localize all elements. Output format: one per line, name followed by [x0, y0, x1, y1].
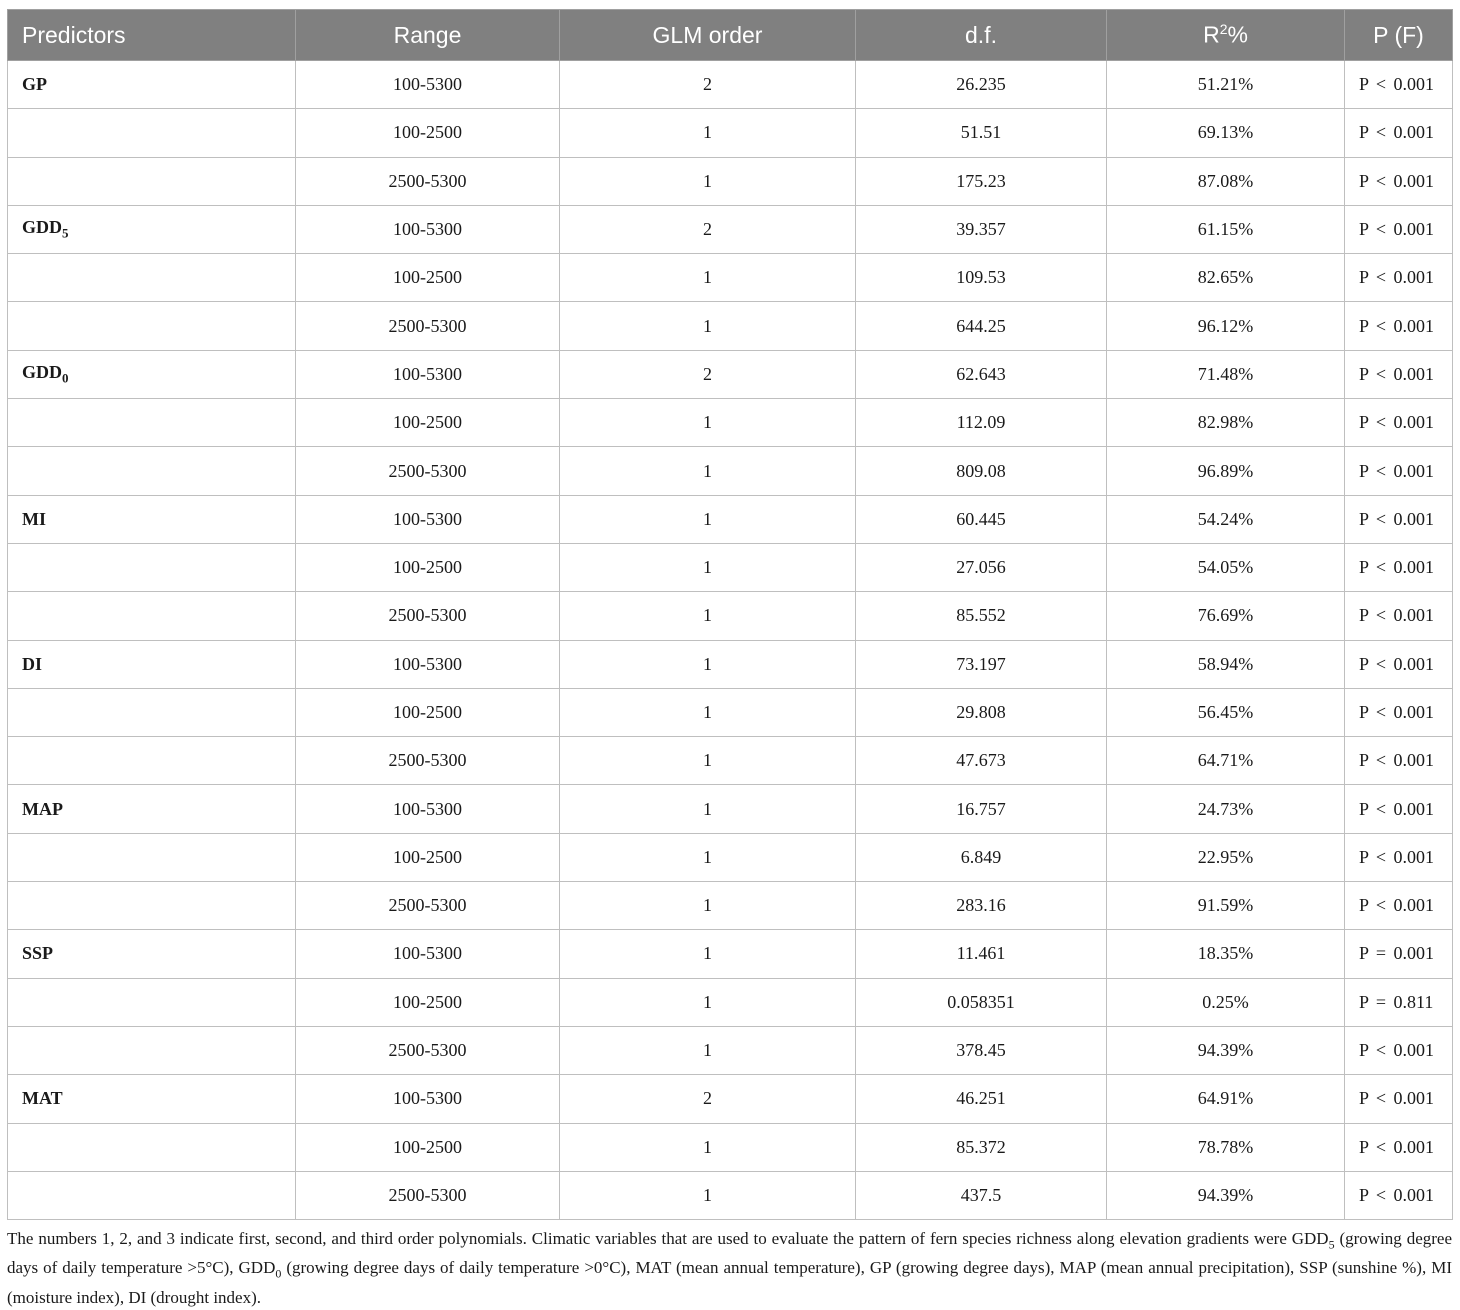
glm-order-cell: 2 [560, 61, 856, 109]
glm-order-cell: 1 [560, 399, 856, 447]
predictor-name: MI [22, 508, 46, 529]
range-cell: 100-2500 [296, 109, 560, 157]
df-cell: 11.461 [856, 930, 1107, 978]
predictor-cell [8, 1075, 296, 1123]
df-cell: 73.197 [856, 640, 1107, 688]
df-cell: 60.445 [856, 495, 1107, 543]
glm-order-cell: 1 [560, 109, 856, 157]
range-cell: 2500-5300 [296, 447, 560, 495]
p-value-cell: P < 0.001 [1345, 61, 1453, 109]
glm-order-cell: 1 [560, 495, 856, 543]
r2-cell: 69.13% [1107, 109, 1345, 157]
footnote-sub1: 5 [1328, 1237, 1335, 1252]
p-value-cell: P < 0.001 [1345, 495, 1453, 543]
table-row [8, 737, 1453, 785]
range-cell: 100-5300 [296, 495, 560, 543]
r2-cell: 71.48% [1107, 350, 1345, 398]
table-row [8, 882, 1453, 930]
header-glm-order: GLM order [560, 10, 856, 61]
table-body [8, 61, 1453, 1220]
df-cell: 809.08 [856, 447, 1107, 495]
table-row [8, 350, 1453, 398]
header-row [8, 10, 1453, 61]
p-value-cell: P = 0.811 [1345, 978, 1453, 1026]
predictor-cell [8, 447, 296, 495]
r2-cell: 22.95% [1107, 833, 1345, 881]
glm-order-cell: 1 [560, 640, 856, 688]
glm-order-cell: 1 [560, 785, 856, 833]
df-cell: 6.849 [856, 833, 1107, 881]
r2-cell: 56.45% [1107, 688, 1345, 736]
df-cell: 85.372 [856, 1123, 1107, 1171]
r2-cell: 96.12% [1107, 302, 1345, 350]
table-row [8, 1171, 1453, 1219]
p-value-cell: P < 0.001 [1345, 543, 1453, 591]
range-cell: 2500-5300 [296, 302, 560, 350]
table-row [8, 399, 1453, 447]
range-cell: 2500-5300 [296, 1171, 560, 1219]
predictor-cell [8, 1123, 296, 1171]
predictor-cell [8, 109, 296, 157]
table-row [8, 930, 1453, 978]
glm-order-cell: 1 [560, 592, 856, 640]
r2-cell: 87.08% [1107, 157, 1345, 205]
header-predictors: Predictors [8, 10, 296, 61]
range-cell: 100-2500 [296, 543, 560, 591]
predictor-cell [8, 350, 296, 398]
table-row [8, 157, 1453, 205]
df-cell: 437.5 [856, 1171, 1107, 1219]
r2-cell: 82.65% [1107, 254, 1345, 302]
p-value-cell: P < 0.001 [1345, 833, 1453, 881]
predictor-name: GDD [22, 362, 62, 383]
predictor-cell [8, 254, 296, 302]
glm-order-cell: 2 [560, 1075, 856, 1123]
glm-order-cell: 1 [560, 302, 856, 350]
p-value-cell: P < 0.001 [1345, 737, 1453, 785]
p-value-cell: P < 0.001 [1345, 350, 1453, 398]
predictor-cell [8, 302, 296, 350]
range-cell: 100-2500 [296, 254, 560, 302]
p-value-cell: P < 0.001 [1345, 1123, 1453, 1171]
table-row [8, 495, 1453, 543]
df-cell: 0.058351 [856, 978, 1107, 1026]
df-cell: 26.235 [856, 61, 1107, 109]
footnote-sub2: 0 [275, 1266, 282, 1281]
predictor-cell [8, 205, 296, 253]
glm-order-cell: 1 [560, 447, 856, 495]
r2-cell: 58.94% [1107, 640, 1345, 688]
footnote-part2: (growing degree days of daily temperature >5°C), GDD [7, 1229, 1452, 1278]
df-cell: 47.673 [856, 737, 1107, 785]
glm-order-cell: 1 [560, 254, 856, 302]
df-cell: 46.251 [856, 1075, 1107, 1123]
range-cell: 100-5300 [296, 640, 560, 688]
p-value-cell: P < 0.001 [1345, 1026, 1453, 1074]
range-cell: 100-5300 [296, 785, 560, 833]
p-value-cell: P < 0.001 [1345, 157, 1453, 205]
results-table [7, 9, 1453, 1220]
r2-cell: 76.69% [1107, 592, 1345, 640]
r2-cell: 94.39% [1107, 1026, 1345, 1074]
df-cell: 112.09 [856, 399, 1107, 447]
p-value-cell: P < 0.001 [1345, 254, 1453, 302]
p-value-cell: P < 0.001 [1345, 1075, 1453, 1123]
range-cell: 100-2500 [296, 1123, 560, 1171]
glm-order-cell: 1 [560, 833, 856, 881]
table-row [8, 592, 1453, 640]
predictor-subscript: 0 [62, 370, 69, 386]
p-value-cell: P < 0.001 [1345, 302, 1453, 350]
range-cell: 100-5300 [296, 930, 560, 978]
predictor-cell [8, 930, 296, 978]
df-cell: 62.643 [856, 350, 1107, 398]
table-row [8, 1075, 1453, 1123]
table-row [8, 640, 1453, 688]
df-cell: 85.552 [856, 592, 1107, 640]
range-cell: 100-5300 [296, 205, 560, 253]
glm-order-cell: 1 [560, 688, 856, 736]
predictor-cell [8, 543, 296, 591]
p-value-cell: P < 0.001 [1345, 399, 1453, 447]
glm-order-cell: 1 [560, 1171, 856, 1219]
range-cell: 100-2500 [296, 399, 560, 447]
r2-cell: 78.78% [1107, 1123, 1345, 1171]
header-df: d.f. [856, 10, 1107, 61]
table-row [8, 833, 1453, 881]
range-cell: 2500-5300 [296, 882, 560, 930]
glm-order-cell: 1 [560, 737, 856, 785]
predictor-subscript: 5 [62, 225, 69, 241]
r2-cell: 51.21% [1107, 61, 1345, 109]
df-cell: 109.53 [856, 254, 1107, 302]
predictor-cell [8, 1026, 296, 1074]
r2-cell: 18.35% [1107, 930, 1345, 978]
glm-order-cell: 1 [560, 930, 856, 978]
table-container [7, 9, 1452, 1220]
table-row [8, 447, 1453, 495]
range-cell: 100-5300 [296, 1075, 560, 1123]
p-value-cell: P < 0.001 [1345, 785, 1453, 833]
table-row [8, 205, 1453, 253]
predictor-name: MAT [22, 1088, 63, 1109]
df-cell: 175.23 [856, 157, 1107, 205]
table-row [8, 61, 1453, 109]
predictor-cell [8, 1171, 296, 1219]
df-cell: 29.808 [856, 688, 1107, 736]
header-range: Range [296, 10, 560, 61]
p-value-cell: P = 0.001 [1345, 930, 1453, 978]
predictor-name: GDD [22, 217, 62, 238]
r2-cell: 54.05% [1107, 543, 1345, 591]
p-value-cell: P < 0.001 [1345, 109, 1453, 157]
range-cell: 2500-5300 [296, 157, 560, 205]
range-cell: 100-2500 [296, 688, 560, 736]
range-cell: 100-5300 [296, 61, 560, 109]
df-cell: 51.51 [856, 109, 1107, 157]
r2-cell: 96.89% [1107, 447, 1345, 495]
table-row [8, 254, 1453, 302]
glm-order-cell: 1 [560, 157, 856, 205]
predictor-cell [8, 592, 296, 640]
predictor-cell [8, 157, 296, 205]
range-cell: 2500-5300 [296, 737, 560, 785]
glm-order-cell: 2 [560, 350, 856, 398]
df-cell: 283.16 [856, 882, 1107, 930]
df-cell: 644.25 [856, 302, 1107, 350]
predictor-cell [8, 785, 296, 833]
df-cell: 39.357 [856, 205, 1107, 253]
table-row [8, 1123, 1453, 1171]
header-r2-sup: 2 [1219, 21, 1228, 38]
footnote-part1: The numbers 1, 2, and 3 indicate first, second, and third order polynomials. Climatic variables that are used to evaluate the pattern of fern species richness along elevation gradients were GDD [7, 1229, 1329, 1248]
range-cell: 100-2500 [296, 978, 560, 1026]
table-row [8, 1026, 1453, 1074]
r2-cell: 54.24% [1107, 495, 1345, 543]
predictor-cell [8, 688, 296, 736]
predictor-cell [8, 61, 296, 109]
predictor-cell [8, 495, 296, 543]
glm-order-cell: 1 [560, 978, 856, 1026]
footnote-part3: (growing degree days of daily temperature >0°C), MAT (mean annual temperature), GP (growing degree days), MAP (mean annual precipitation), SSP (sunshine %), MI (moisture index), DI (drought index). [7, 1258, 1452, 1307]
table-row [8, 543, 1453, 591]
df-cell: 16.757 [856, 785, 1107, 833]
table-row [8, 688, 1453, 736]
range-cell: 100-2500 [296, 833, 560, 881]
predictor-cell [8, 833, 296, 881]
range-cell: 2500-5300 [296, 592, 560, 640]
table-row [8, 785, 1453, 833]
p-value-cell: P < 0.001 [1345, 447, 1453, 495]
r2-cell: 94.39% [1107, 1171, 1345, 1219]
header-r2 [1107, 10, 1345, 61]
glm-order-cell: 1 [560, 543, 856, 591]
predictor-name: DI [22, 653, 43, 674]
p-value-cell: P < 0.001 [1345, 688, 1453, 736]
p-value-cell: P < 0.001 [1345, 882, 1453, 930]
table-row [8, 978, 1453, 1026]
r2-cell: 61.15% [1107, 205, 1345, 253]
r2-cell: 91.59% [1107, 882, 1345, 930]
range-cell: 2500-5300 [296, 1026, 560, 1074]
df-cell: 378.45 [856, 1026, 1107, 1074]
range-cell: 100-5300 [296, 350, 560, 398]
predictor-name: MAP [22, 798, 63, 819]
r2-cell: 0.25% [1107, 978, 1345, 1026]
predictor-cell [8, 737, 296, 785]
header-r2-suffix: % [1227, 21, 1248, 48]
table-row [8, 302, 1453, 350]
p-value-cell: P < 0.001 [1345, 1171, 1453, 1219]
predictor-cell [8, 882, 296, 930]
glm-order-cell: 2 [560, 205, 856, 253]
p-value-cell: P < 0.001 [1345, 640, 1453, 688]
header-r2-base: R [1203, 21, 1220, 48]
predictor-cell [8, 399, 296, 447]
table-footnote [7, 1227, 1452, 1310]
header-pf: P (F) [1345, 10, 1453, 61]
r2-cell: 64.91% [1107, 1075, 1345, 1123]
r2-cell: 64.71% [1107, 737, 1345, 785]
glm-order-cell: 1 [560, 882, 856, 930]
glm-order-cell: 1 [560, 1123, 856, 1171]
predictor-name: SSP [22, 943, 54, 964]
glm-order-cell: 1 [560, 1026, 856, 1074]
p-value-cell: P < 0.001 [1345, 592, 1453, 640]
table-row [8, 109, 1453, 157]
predictor-cell [8, 640, 296, 688]
r2-cell: 24.73% [1107, 785, 1345, 833]
predictor-name: GP [22, 74, 47, 95]
df-cell: 27.056 [856, 543, 1107, 591]
p-value-cell: P < 0.001 [1345, 205, 1453, 253]
predictor-cell [8, 978, 296, 1026]
r2-cell: 82.98% [1107, 399, 1345, 447]
